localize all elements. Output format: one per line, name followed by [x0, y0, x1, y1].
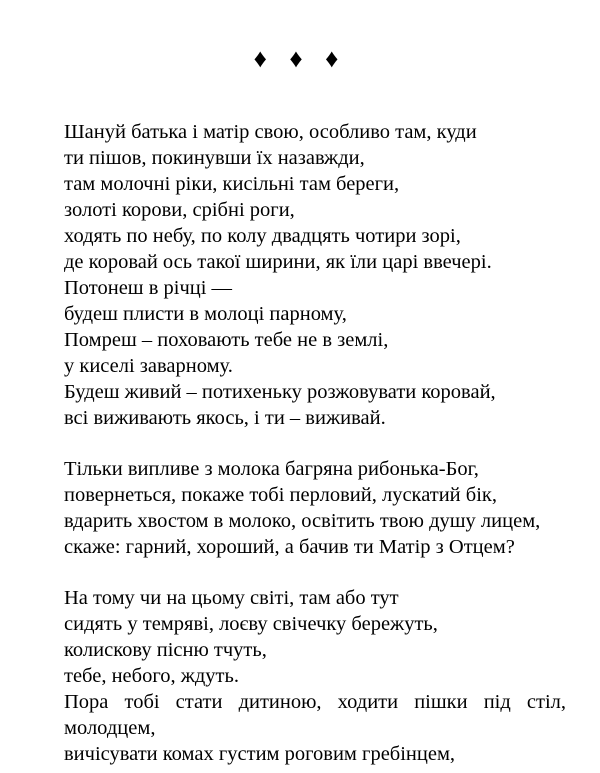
poem-line: там молочні ріки, кисільні там береги,	[64, 173, 400, 195]
poem-line: колискову пісню тчуть,	[64, 639, 267, 661]
stanza-1	[64, 119, 566, 431]
poem-line: Потонеш в річці —	[64, 277, 233, 299]
poem-text	[64, 119, 566, 767]
poem-line: тебе, небого, ждуть.	[64, 665, 239, 687]
poem-line: вичісувати комах густим роговим гребінцем,	[64, 743, 456, 765]
poem-line: скаже: гарний, хороший, а бачив ти Матір з Отцем?	[64, 536, 515, 558]
poem-line: де коровай ось такої ширини, як їли царі ввечері.	[64, 251, 492, 273]
poem-line: Будеш живий – потихеньку розжовувати коровай,	[64, 381, 496, 403]
stanza-2	[64, 456, 566, 560]
poem-line: На тому чи на цьому світі, там або тут	[64, 587, 399, 609]
poem-line: сидять у темряві, лоєву свічечку бережуть,	[64, 613, 438, 635]
poem-line: будеш плисти в молоці парному,	[64, 303, 347, 325]
poem-line: Тільки випливе з молока багряна рибонька-Бог,	[64, 458, 479, 480]
poem-line: у киселі заварному.	[64, 355, 233, 377]
poem-line: ти пішов, покинувши їх назавжди,	[64, 147, 365, 169]
poem-line: Пора тобі стати дитиною, ходити пішки під стіл,	[64, 691, 566, 713]
poem-line: золоті корови, срібні роги,	[64, 199, 295, 221]
poem-line: всі виживають якось, і ти – виживай.	[64, 407, 386, 429]
poem-line: Помреш – поховають тебе не в землі,	[64, 329, 389, 351]
stanza-3	[64, 585, 566, 767]
poem-line: вдарить хвостом в молоко, освітить твою душу лицем,	[64, 510, 541, 532]
poem-line: Шануй батька і матір свою, особливо там, куди	[64, 121, 477, 143]
poem-line: ходять по небу, по колу двадцять чотири зорі,	[64, 225, 461, 247]
poem-line: повернеться, покаже тобі перловий, лускатий бік,	[64, 484, 497, 506]
section-ornament: ♦ ♦ ♦	[253, 44, 347, 73]
poem-line: молодцем,	[64, 717, 156, 739]
